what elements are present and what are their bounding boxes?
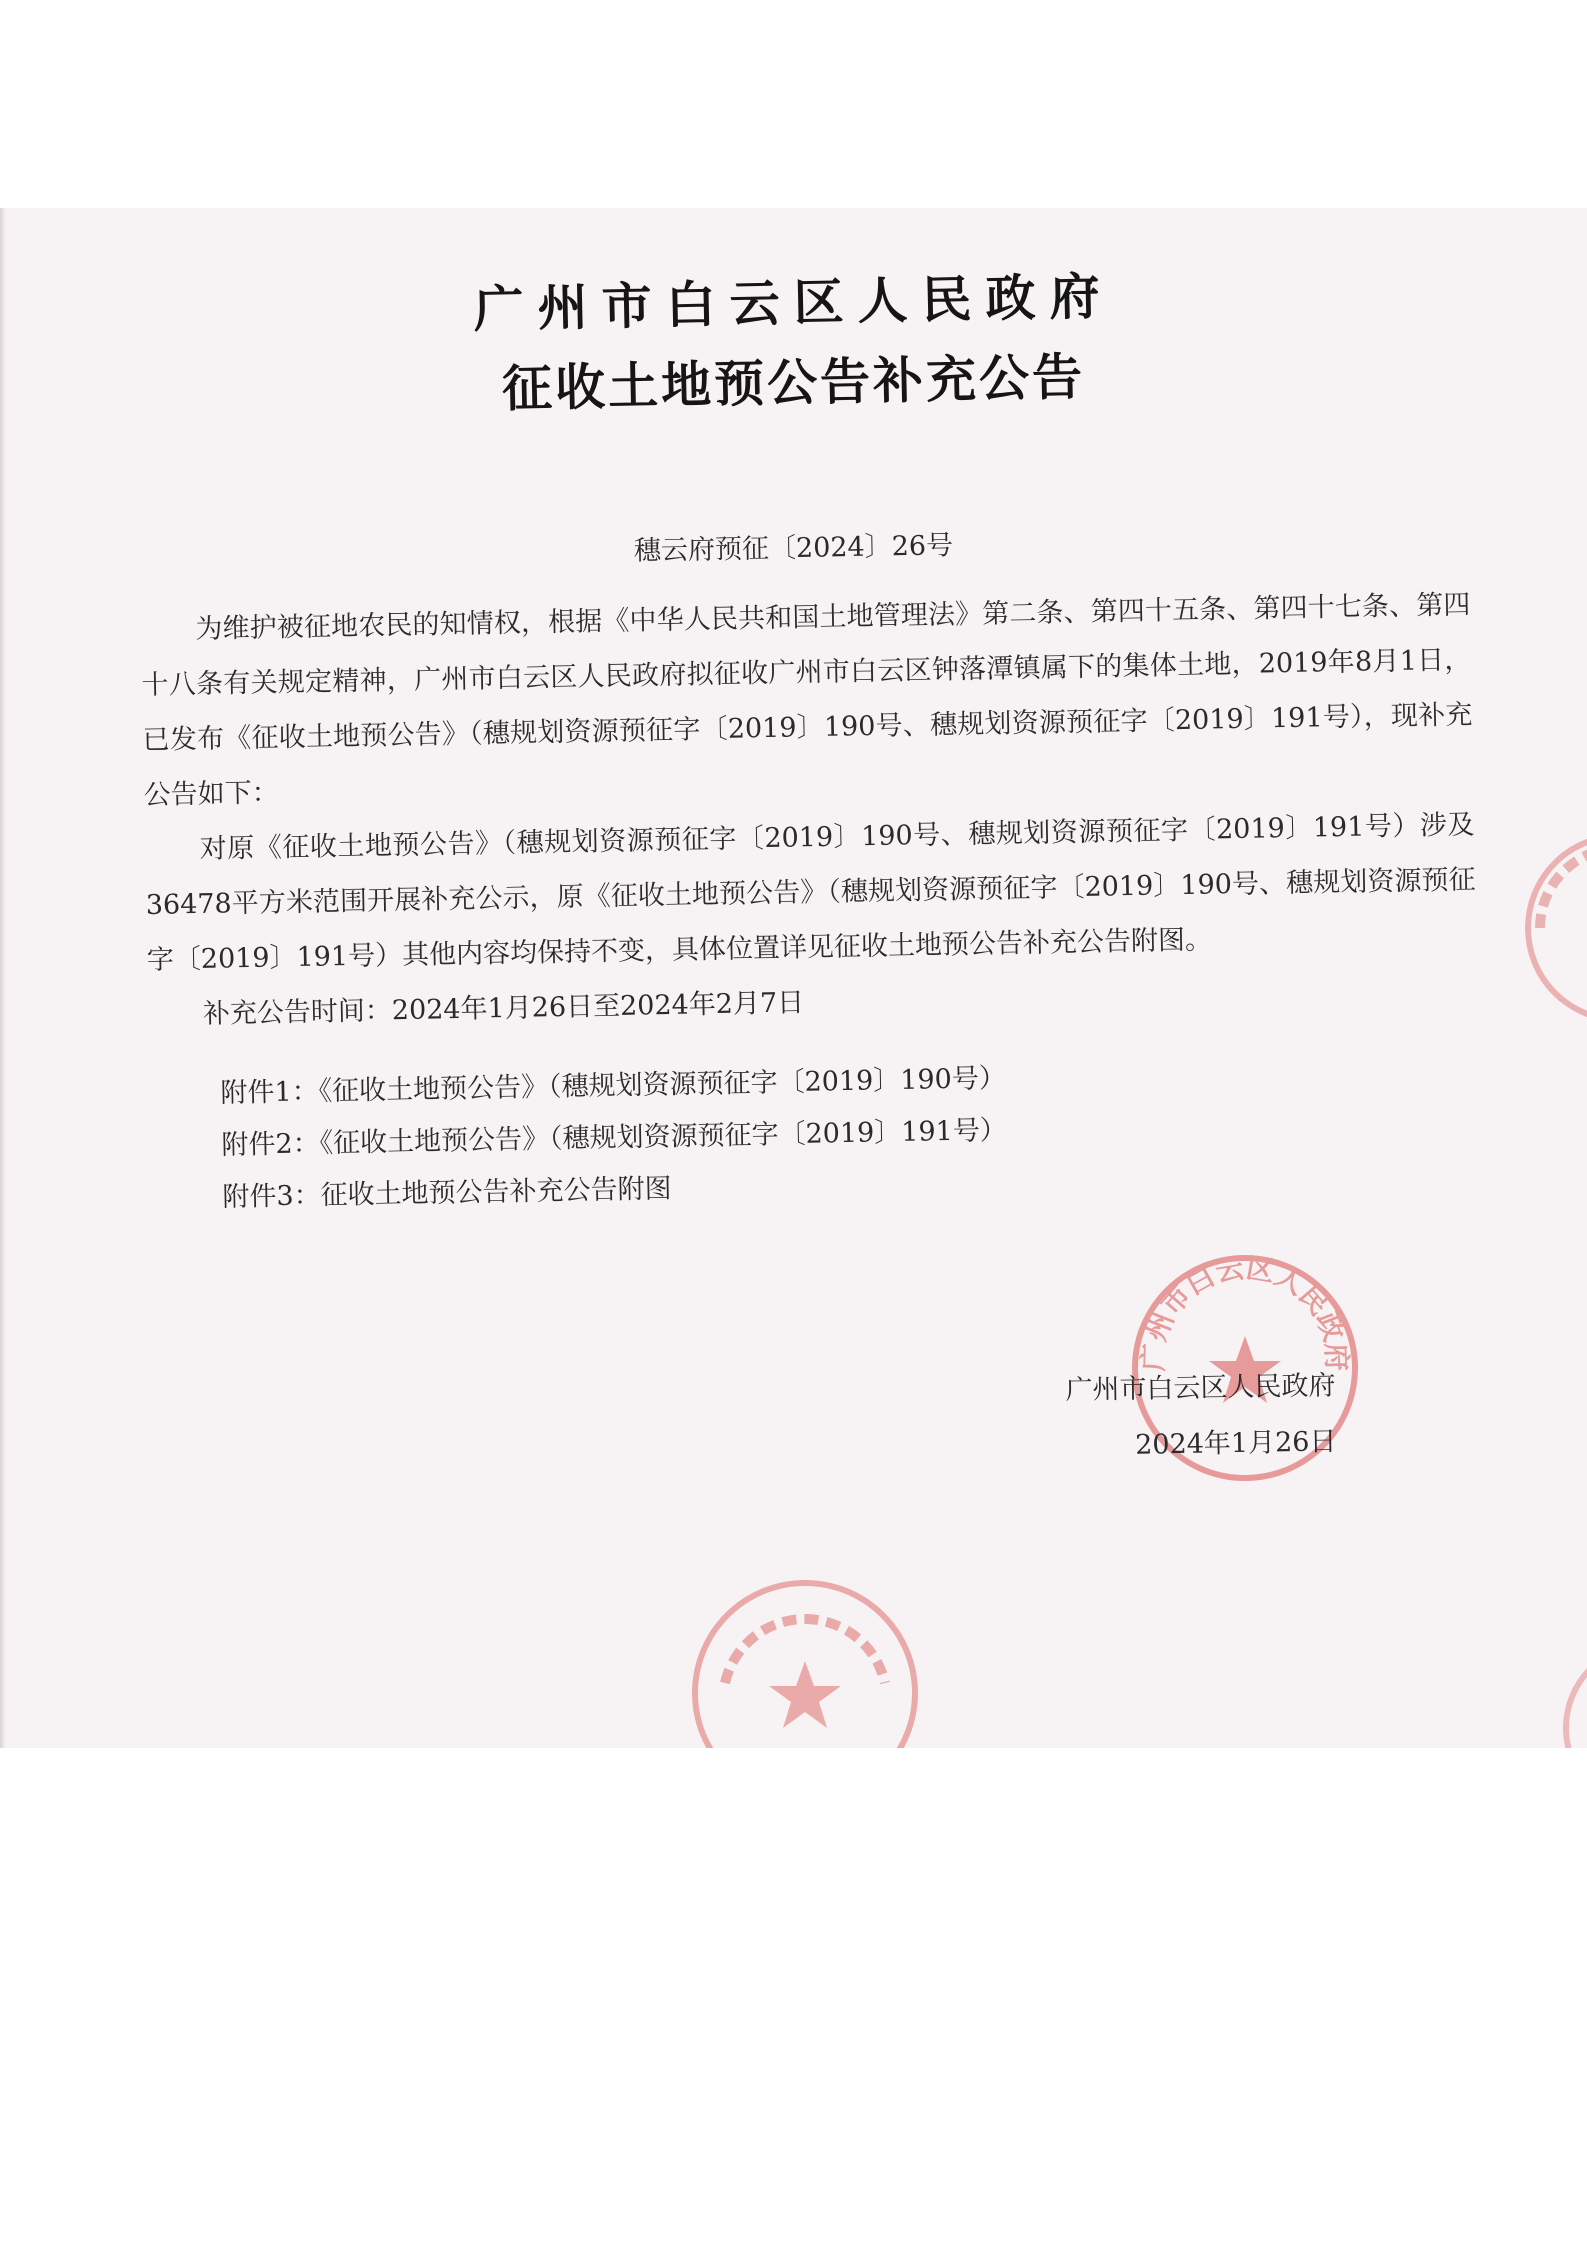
paragraph-intro: 为维护被征地农民的知情权，根据《中华人民共和国土地管理法》第二条、第四十五条、第四十七条、第四十八条有关规定精神，广州市白云区人民政府拟征收广州市白云区钟落潭镇属下的集体土地，2019年8月1日，已发布《征收土地预公告》（穗规划资源预征字〔2019〕190号、穗规划资源预征字〔2019〕191号），现补充公告如下： [141,589,1473,811]
attachment-item: 附件3：征收土地预公告补充公告附图 [222,1173,672,1213]
paragraph-period: 补充公告时间：2024年1月26日至2024年2月7日 [202,987,805,1030]
scan-edge [0,208,6,1748]
scanned-document [0,208,1587,1748]
document-title-line1: 广州市白云区人民政府 [473,267,1115,339]
issue-date: 2024年1月26日 [1134,1426,1337,1461]
attachment-item: 附件1：《征收土地预公告》（穗规划资源预征字〔2019〕190号） [220,1062,1007,1109]
document-number: 穗云府预征〔2024〕26号 [633,530,954,567]
paragraph-supplement: 对原《征收土地预公告》（穗规划资源预征字〔2019〕190号、穗规划资源预征字〔2019〕191号）涉及36478平方米范围开展补充公示，原《征收土地预公告》（穗规划资源预征字〔2019〕190号、穗规划资源预征字〔2019〕191号）其他内容均保持不变，具体位置详见征收土地预公告补充公告附图。 [145,809,1476,976]
official-seal-edge-bottom-icon [1560,1638,1587,1748]
issuer-name: 广州市白云区人民政府 [1065,1370,1336,1406]
signature-block [1065,1358,1337,1475]
official-seal-edge-icon [1520,828,1587,1028]
document-title-line2: 征收土地预公告补充公告 [501,347,1086,419]
official-seal-partial-icon [685,1573,925,1748]
attachment-item: 附件2：《征收土地预公告》（穗规划资源预征字〔2019〕191号） [221,1114,1008,1161]
seal-text: 广州市白云区人民政府 [1136,1251,1354,1372]
document-body [140,577,1478,1042]
attachments-list [220,1053,1008,1224]
